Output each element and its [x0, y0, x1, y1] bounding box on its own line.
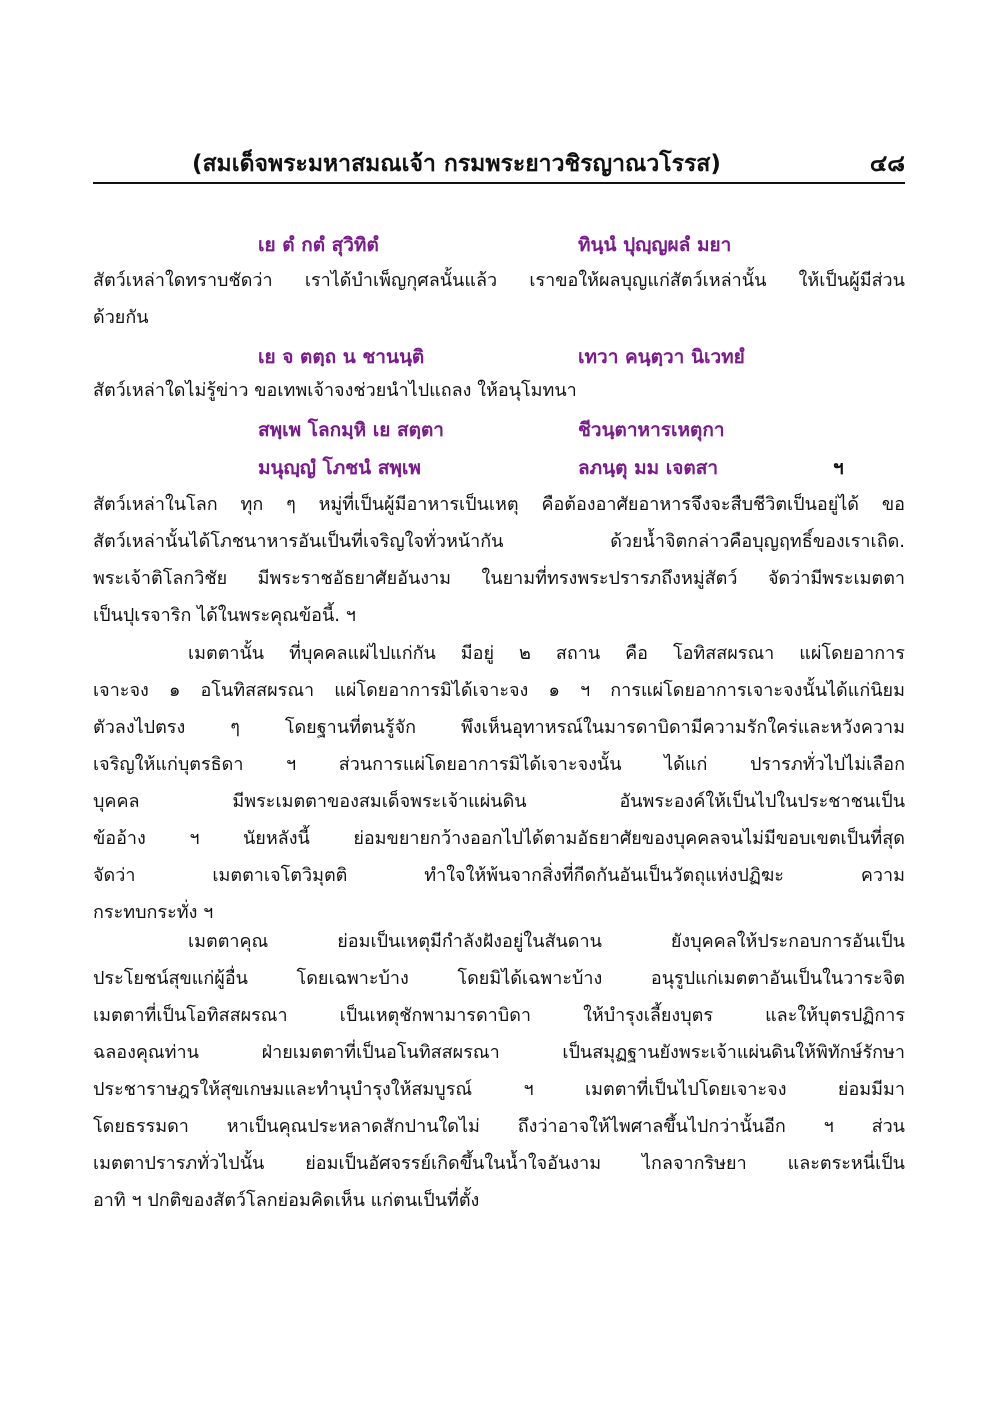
text-line: เมตตาปรารภทั่วไปนั้น ย่อมเป็นอัศจรรย์เกิดขึ้นในน้ำใจอันงาม ไกลจากริษยา และตระหนี่เป็น	[93, 1153, 905, 1174]
text-line: อาทิ ฯ ปกติของสัตว์โลกย่อมคิดเห็น แก่ตนเป็นที่ตั้ง	[93, 1190, 480, 1211]
text-line: เมตตาคุณ ย่อมเป็นเหตุมีกำลังฝังอยู่ในสันดาน ยังบุคคลให้ประกอบการอันเป็น	[188, 931, 905, 952]
text-line: สัตว์เหล่าในโลก ทุก ๆ หมู่ที่เป็นผู้มีอาหารเป็นเหตุ คือต้องอาศัยอาหารจึงจะสืบชีวิตเป็นอยู่ได้ ขอ	[93, 494, 905, 515]
verse-line-1-left: เย ตํ กตํ สุวิทิตํ	[258, 234, 379, 256]
running-header-title: (สมเด็จพระมหาสมณเจ้า กรมพระยาวชิรญาณวโรรส)	[192, 151, 721, 177]
text-line: สัตว์เหล่าใดไม่รู้ข่าว ขอเทพเจ้าจงช่วยนำไปแถลง ให้อนุโมทนา	[93, 380, 577, 401]
text-line: ประโยชน์สุขแก่ผู้อื่น โดยเฉพาะบ้าง โดยมิได้เฉพาะบ้าง อนุรูปแก่เมตตาอันเป็นในวาระจิต	[93, 968, 905, 989]
text-line: สัตว์เหล่านั้นได้โภชนาหารอันเป็นที่เจริญใจทั่วหน้ากัน ด้วยน้ำจิตกล่าวคือบุญฤทธิ์ของเราเถิด.	[93, 531, 905, 552]
verse-line-4-right: ลภนฺตุ มม เจตสา	[578, 457, 719, 479]
verse-line-2-left: เย จ ตตฺถ น ชานนฺติ	[258, 346, 425, 368]
text-line: ข้ออ้าง ฯ นัยหลังนี้ ย่อมขยายกว้างออกไปได้ตามอัธยาศัยของบุคคลจนไม่มีขอบเขตเป็นที่สุด	[93, 828, 905, 849]
verse-line-1-right: ทินฺนํ ปุญฺญผลํ มยา	[578, 234, 732, 256]
text-line: ประชาราษฎรให้สุขเกษมและทำนุบำรุงให้สมบูรณ์ ฯ เมตตาที่เป็นไปโดยเจาะจง ย่อมมีมา	[93, 1079, 905, 1100]
text-line: เจาะจง ๑ อโนทิสสผรณา แผ่โดยอาการมิได้เจาะจง ๑ ฯ การแผ่โดยอาการเจาะจงนั้นได้แก่นิยม	[93, 680, 905, 701]
text-line: เจริญให้แก่บุตรธิดา ฯ ส่วนการแผ่โดยอาการมิได้เจาะจงนั้น ได้แก่ ปรารภทั่วไปไม่เลือก	[93, 754, 905, 775]
text-line: โดยธรรมดา หาเป็นคุณประหลาดสักปานใดไม่ ถึงว่าอาจให้ไพศาลขึ้นไปกว่านั้นอีก ฯ ส่วน	[93, 1116, 905, 1137]
text-line: สัตว์เหล่าใดทราบชัดว่า เราได้บำเพ็ญกุศลนั้นแล้ว เราขอให้ผลบุญแก่สัตว์เหล่านั้น ให้เป็นผู้มีส่วน	[93, 270, 905, 291]
text-line: กระทบกระทั่ง ฯ	[93, 902, 214, 923]
verse-line-3-right: ชีวนฺตาหารเหตุกา	[578, 419, 725, 441]
text-line: เป็นปุเรจาริก ได้ในพระคุณข้อนี้. ฯ	[93, 605, 356, 626]
page-number: ๔๘	[869, 151, 905, 177]
text-line: เมตตานั้น ที่บุคคลแผ่ไปแก่กัน มีอยู่ ๒ สถาน คือ โอทิสสผรณา แผ่โดยอาการ	[188, 643, 905, 664]
text-line: พระเจ้าติโลกวิชัย มีพระราชอัธยาศัยอันงาม ในยามที่ทรงพระปรารภถึงหมู่สัตว์ จัดว่ามีพระเมตตา	[93, 568, 905, 589]
text-line: บุคคล มีพระเมตตาของสมเด็จพระเจ้าแผ่นดิน อันพระองค์ให้เป็นไปในประชาชนเป็น	[93, 791, 905, 812]
verse-line-4-left: มนุญฺญํ โภชนํ สพฺเพ	[258, 457, 421, 479]
text-line: จัดว่า เมตตาเจโตวิมุตติ ทำใจให้พ้นจากสิ่งที่กีดกันอันเป็นวัตถุแห่งปฏิฆะ ความ	[93, 865, 905, 886]
text-line: เมตตาที่เป็นโอทิสสผรณา เป็นเหตุชักพามารดาบิดา ให้บำรุงเลี้ยงบุตร และให้บุตรปฏิการ	[93, 1005, 905, 1026]
text-line: ฉลองคุณท่าน ฝ่ายเมตตาที่เป็นอโนทิสสผรณา เป็นสมุฏฐานยังพระเจ้าแผ่นดินให้พิทักษ์รักษา	[93, 1042, 905, 1063]
text-line: ตัวลงไปตรง ๆ โดยฐานที่ตนรู้จัก พึงเห็นอุทาหรณ์ในมารดาบิดามีความรักใคร่และหวังความ	[93, 717, 905, 738]
text-line: ด้วยกัน	[93, 307, 149, 328]
header-divider	[93, 182, 905, 184]
verse-end-mark: ฯ	[833, 457, 844, 479]
verse-line-3-left: สพฺเพ โลกมฺหิ เย สตฺตา	[258, 419, 444, 441]
verse-line-2-right: เทวา คนฺตฺวา นิเวทยํ	[578, 346, 745, 368]
